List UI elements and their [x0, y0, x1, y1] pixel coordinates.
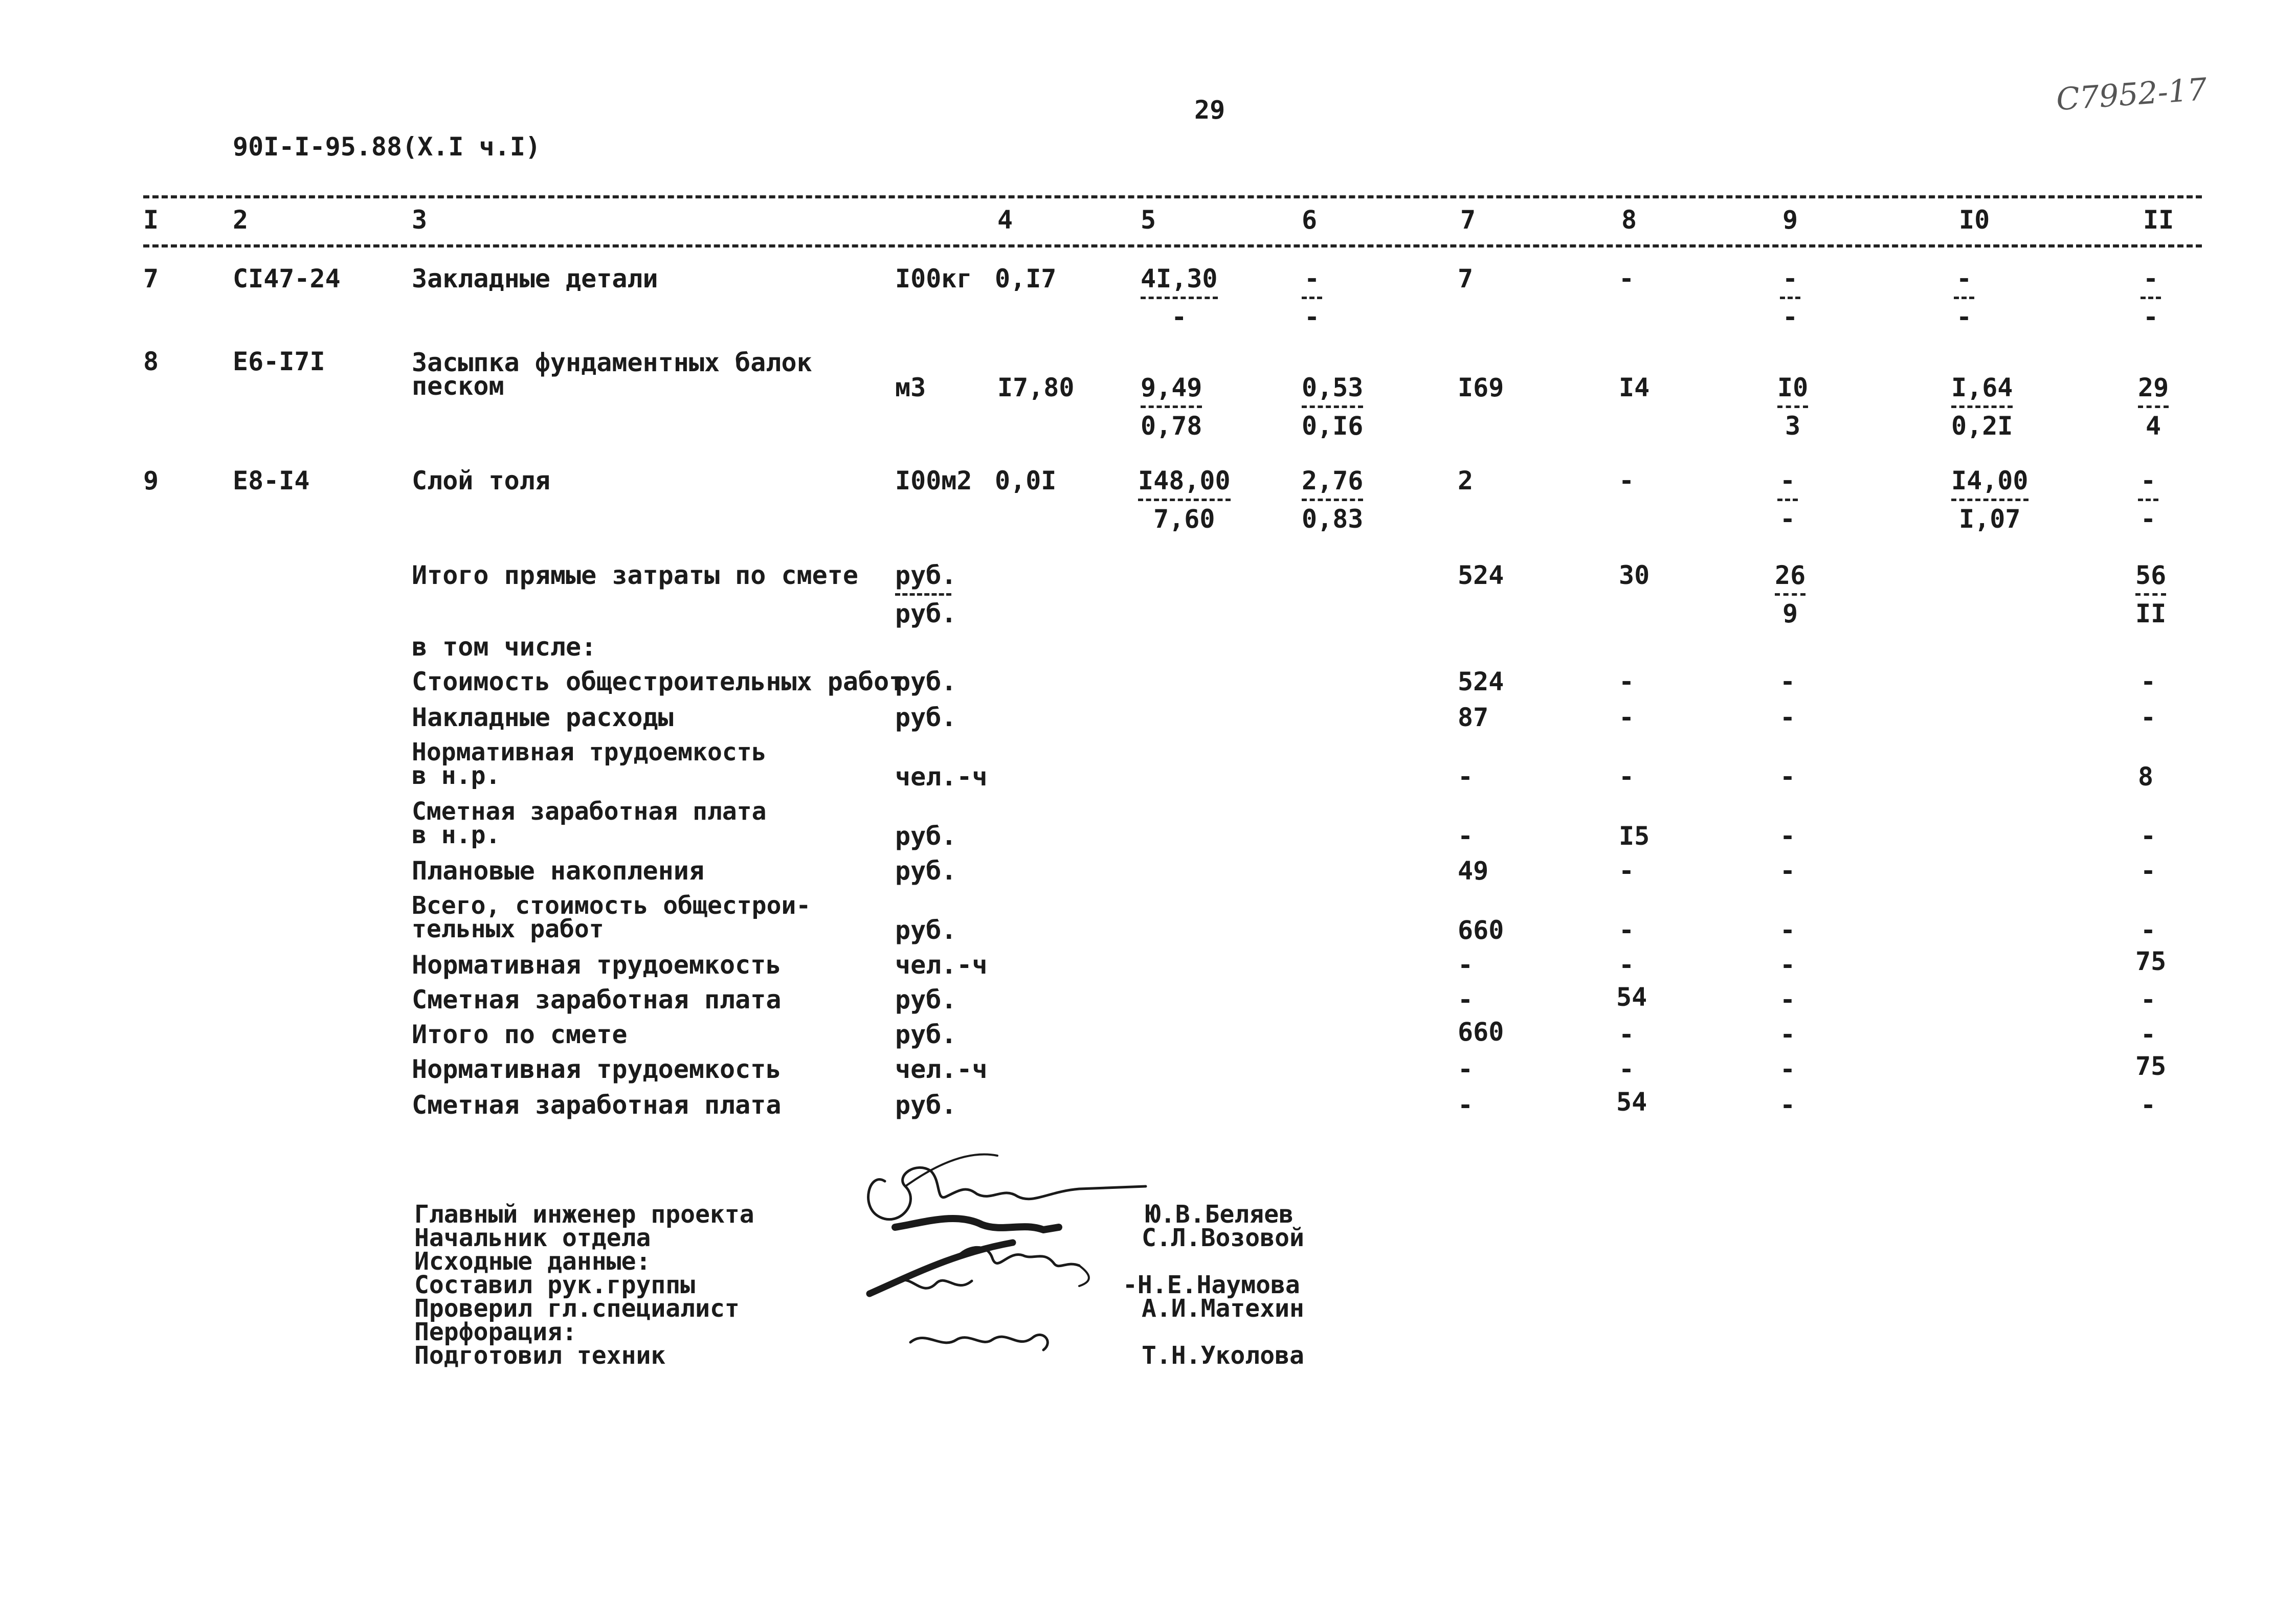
fraction-cell: [1141, 375, 1202, 439]
name-checked-by: А.И.Матехин: [1142, 1294, 1304, 1323]
line-unit: руб.: [895, 915, 957, 945]
cell-c11: 8: [2138, 762, 2154, 792]
cell-c11: -: [2141, 915, 2156, 945]
fraction-bottom: 3: [1785, 411, 1801, 441]
fraction-cell: [1302, 468, 1363, 532]
cell-c9: -: [1780, 856, 1796, 886]
line-unit: руб.: [895, 821, 957, 851]
cell-c11: -: [2141, 821, 2156, 851]
cell-c11: 75: [2135, 1051, 2167, 1081]
fraction-cell: [1780, 266, 1800, 330]
row-unit: м3: [895, 373, 926, 402]
row-unit: I00кг: [895, 264, 972, 294]
line-unit: чел.-ч: [895, 762, 988, 792]
cell-c9: -: [1780, 915, 1796, 945]
line-label: Нормативная трудоемкость: [412, 950, 782, 980]
cell-c8: -: [1619, 703, 1635, 732]
cell-c7: -: [1458, 1054, 1474, 1084]
fraction-cell: [1954, 266, 1974, 330]
cell-c7: 660: [1458, 1017, 1504, 1047]
fraction-bar: [1780, 297, 1800, 299]
fraction-top: 56: [2135, 560, 2167, 590]
line-label: Сметная заработная плата: [412, 1090, 782, 1120]
fraction-bottom: руб.: [895, 599, 957, 628]
column-header: 7: [1460, 205, 1476, 235]
cell-c7: -: [1458, 985, 1474, 1015]
cell-c7: -: [1458, 1090, 1474, 1120]
cell-c9: -: [1780, 667, 1796, 696]
fraction-top: 26: [1775, 560, 1806, 590]
cell-c8: -: [1619, 667, 1635, 696]
fraction-cell: [2141, 266, 2161, 330]
fraction-cell: [895, 562, 956, 626]
corner-stamp: С7952-17: [2055, 71, 2209, 118]
fraction-top: -: [1304, 264, 1320, 294]
fraction-top: -: [1956, 264, 1972, 294]
fraction-bottom: -: [1171, 302, 1187, 332]
cell-c11: -: [2141, 1020, 2156, 1049]
row-quantity: 0,I7: [995, 264, 1057, 294]
row-number: 9: [143, 466, 159, 495]
cell-c7: 524: [1458, 667, 1504, 696]
cell-c9: -: [1780, 762, 1796, 792]
cell-c9: -: [1780, 1054, 1796, 1084]
fraction-bottom: -: [1956, 302, 1972, 332]
fraction-bar: [1951, 405, 2013, 408]
fraction-bar: [1141, 405, 1202, 408]
fraction-top: 4I,30: [1141, 264, 1218, 294]
cell-c7: 524: [1458, 560, 1504, 590]
fraction-bottom: I,07: [1959, 504, 2021, 534]
line-unit: руб.: [895, 856, 957, 886]
cell-c11: -: [2141, 703, 2156, 732]
column-header: 6: [1302, 205, 1318, 235]
fraction-bottom: 9: [1782, 599, 1798, 628]
column-header: 2: [233, 205, 249, 235]
fraction-bottom: 0,78: [1141, 411, 1202, 441]
row-number: 8: [143, 347, 159, 376]
line-unit: руб.: [895, 1090, 957, 1120]
cell-c9: -: [1780, 1090, 1796, 1120]
fraction-bottom: 0,83: [1302, 504, 1364, 534]
fraction-bottom: II: [2135, 599, 2167, 628]
role-checked-by: Проверил гл.специалист: [414, 1294, 740, 1323]
cell-c8: -: [1619, 1054, 1635, 1084]
line-unit: руб.: [895, 667, 957, 696]
fraction-cell: [1777, 375, 1808, 439]
role-compiled-by: Составил рук.группы: [414, 1271, 696, 1299]
header-bottom-rule: [143, 244, 2202, 247]
fraction-top: 29: [2138, 373, 2169, 402]
cell-c8: 30: [1619, 560, 1650, 590]
fraction-cell: [2135, 562, 2166, 626]
role-chief-engineer: Главный инженер проекта: [414, 1200, 754, 1229]
fraction-top: -: [1782, 264, 1798, 294]
name-compiled-by: -Н.Е.Наумова: [1123, 1271, 1300, 1299]
line-label: Сметная заработная плата: [412, 985, 782, 1015]
fraction-bottom: -: [1782, 302, 1798, 332]
cell-c9: -: [1780, 821, 1796, 851]
fraction-bar: [2141, 297, 2161, 299]
line-unit: чел.-ч: [895, 950, 988, 980]
line-label: Накладные расходы: [412, 703, 674, 732]
role-prepared-by: Подготовил техник: [414, 1341, 666, 1370]
cell-c9: -: [1780, 985, 1796, 1015]
row-code: Е8-I4: [233, 466, 310, 495]
fraction-top: -: [2140, 466, 2156, 495]
fraction-bottom: 0,2I: [1951, 411, 2013, 441]
cell-c8: -: [1619, 762, 1635, 792]
cell-c11: -: [2141, 985, 2156, 1015]
fraction-top: -: [1779, 466, 1796, 495]
cell-c7: 2: [1458, 466, 1474, 495]
line-unit: руб.: [895, 703, 957, 732]
name-chief-engineer: Ю.В.Беляев: [1146, 1200, 1294, 1229]
fraction-cell: [2138, 468, 2158, 532]
fraction-bottom: -: [2140, 504, 2156, 534]
line-label: Нормативная трудоемкость: [412, 1054, 782, 1084]
cell-c9: -: [1780, 1020, 1796, 1049]
fraction-bar: [1302, 297, 1322, 299]
fraction-cell: [1302, 266, 1322, 330]
cell-c7: -: [1458, 762, 1474, 792]
role-department-head: Начальник отдела: [414, 1224, 651, 1252]
fraction-top: 0,53: [1302, 373, 1364, 402]
fraction-top: I0: [1777, 373, 1809, 402]
fraction-cell: [2138, 375, 2169, 439]
cell-c7: 49: [1458, 856, 1489, 886]
column-header: 8: [1621, 205, 1637, 235]
fraction-cell: [1777, 468, 1798, 532]
fraction-bottom: 0,I6: [1302, 411, 1364, 441]
row-quantity: 0,0I: [995, 466, 1057, 495]
cell-c11: -: [2141, 856, 2156, 886]
line-label: Стоимость общестроительных работ: [412, 667, 905, 696]
fraction-top: -: [2143, 264, 2159, 294]
cell-c11: -: [2141, 1090, 2156, 1120]
fraction-bar: [1138, 499, 1231, 501]
fraction-bottom: 7,60: [1153, 504, 1215, 534]
fraction-bottom: -: [2143, 302, 2159, 332]
header-top-rule: [143, 195, 2202, 198]
fraction-bar: [895, 593, 951, 596]
row-name-continued: песком: [412, 371, 504, 401]
column-header: 3: [412, 205, 428, 235]
fraction-bar: [1777, 405, 1808, 408]
row-number: 7: [143, 264, 159, 294]
cell-c8: -: [1619, 466, 1635, 495]
column-header: II: [2143, 205, 2174, 235]
cell-c8: I5: [1619, 821, 1650, 851]
fraction-cell: [1138, 468, 1231, 532]
row-code: Е6-I7I: [233, 347, 325, 376]
cell-c8: -: [1619, 856, 1635, 886]
cell-c7: 87: [1458, 703, 1489, 732]
cell-c7: 660: [1458, 915, 1504, 945]
fraction-top: I48,00: [1138, 466, 1231, 495]
cell-c11: 75: [2135, 947, 2167, 976]
fraction-bar: [2135, 593, 2166, 596]
fraction-top: I,64: [1951, 373, 2013, 402]
fraction-bar: [1777, 499, 1798, 501]
row-name: Засыпка фундаментных балок: [412, 348, 812, 377]
line-label-continued: в н.р.: [412, 821, 501, 849]
totals-label: Итого прямые затраты по смете: [412, 560, 858, 590]
cell-c9: -: [1780, 703, 1796, 732]
column-header: I0: [1959, 205, 1990, 235]
cell-c8: 54: [1616, 982, 1647, 1012]
line-label: Итого по смете: [412, 1020, 628, 1049]
column-header: 9: [1782, 205, 1798, 235]
document-code: 90I-I-95.88(X.I ч.I): [233, 132, 541, 162]
cell-c7: I69: [1458, 373, 1504, 402]
line-label-continued: в н.р.: [412, 761, 501, 790]
row-name: Закладные детали: [412, 264, 658, 294]
fraction-bar: [1141, 297, 1218, 299]
cell-c8: 54: [1616, 1087, 1647, 1117]
fraction-bar: [2138, 499, 2158, 501]
cell-c11: -: [2141, 667, 2156, 696]
line-unit: руб.: [895, 985, 957, 1015]
line-label: Сметная заработная плата: [412, 797, 767, 826]
cell-c8: -: [1619, 915, 1635, 945]
role-perforation: Перфорация:: [414, 1318, 577, 1346]
cell-c7: 7: [1458, 264, 1474, 294]
cell-c8: I4: [1619, 373, 1650, 402]
column-header: 5: [1141, 205, 1156, 235]
fraction-bar: [1951, 499, 2028, 501]
fraction-bar: [1302, 499, 1363, 501]
fraction-cell: [1951, 375, 2013, 439]
name-department-head: С.Л.Возовой: [1142, 1224, 1304, 1252]
line-label-continued: тельных работ: [412, 915, 604, 943]
including-label: в том числе:: [412, 632, 597, 662]
line-unit: руб.: [895, 1020, 957, 1049]
fraction-bar: [1954, 297, 1974, 299]
cell-c8: -: [1619, 950, 1635, 980]
fraction-bottom: 4: [2146, 411, 2161, 441]
fraction-bar: [1302, 405, 1363, 408]
fraction-bar: [2138, 405, 2169, 408]
handwritten-signatures: [839, 1140, 1156, 1376]
line-unit: чел.-ч: [895, 1054, 988, 1084]
fraction-top: I4,00: [1951, 466, 2028, 495]
fraction-cell: [1951, 468, 2028, 532]
line-label: Плановые накопления: [412, 856, 704, 886]
fraction-cell: [1775, 562, 1805, 626]
fraction-top: 2,76: [1302, 466, 1364, 495]
cell-c8: -: [1619, 264, 1635, 294]
fraction-top: 9,49: [1141, 373, 1202, 402]
cell-c7: -: [1458, 950, 1474, 980]
cell-c9: -: [1780, 950, 1796, 980]
fraction-cell: [1141, 266, 1218, 330]
row-quantity: I7,80: [997, 373, 1075, 402]
column-header: I: [143, 205, 159, 235]
fraction-bar: [1775, 593, 1805, 596]
fraction-cell: [1302, 375, 1363, 439]
row-code: CI47-24: [233, 264, 341, 294]
page-number: 29: [1194, 95, 1225, 125]
row-unit: I00м2: [895, 466, 972, 495]
line-label: Всего, стоимость общестрои-: [412, 891, 811, 920]
role-source-data: Исходные данные:: [414, 1247, 651, 1276]
cell-c8: -: [1619, 1020, 1635, 1049]
fraction-top: руб.: [895, 560, 957, 590]
cell-c7: -: [1458, 821, 1474, 851]
column-header: 4: [997, 205, 1013, 235]
row-name: Слой толя: [412, 466, 550, 495]
fraction-bottom: -: [1779, 504, 1796, 534]
fraction-bottom: -: [1304, 302, 1320, 332]
line-label: Нормативная трудоемкость: [412, 738, 767, 767]
name-prepared-by: Т.Н.Уколова: [1142, 1341, 1304, 1370]
